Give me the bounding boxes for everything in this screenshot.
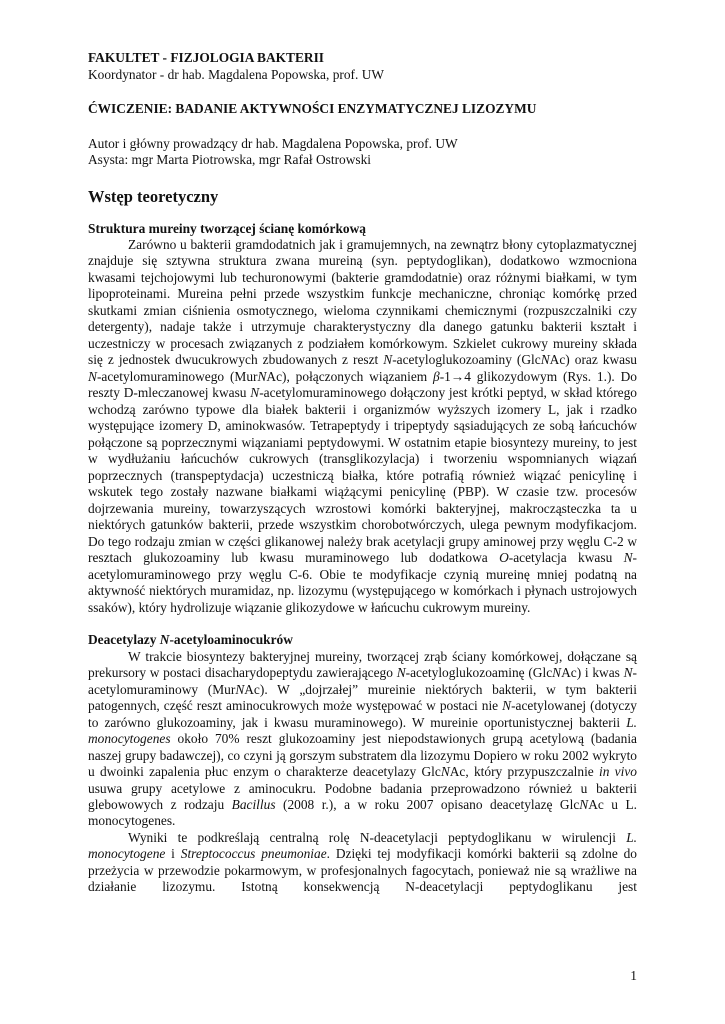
exercise-title: ĆWICZENIE: BADANIE AKTYWNOŚCI ENZYMATYCZNEJ LIZOZYMU <box>88 101 537 116</box>
subsection-heading-deacetylases: Deacetylazy N-acetyloaminocukrów <box>88 632 293 648</box>
paragraph-deacetylases-2: Wyniki te podkreślają centralną rolę N-deacetylacji peptydoglikanu w wirulencji L. monocytogene i Streptococcus pneumoniae. Dzięki tej modyfikacji komórki bakterii są zdolne do przeżycia w przewodzie pokarmowym, w profesjonalnych fagocytach, ponieważ nie są wrażliwe na działanie lizozymu. Istotną konsekwencją N-deacetylacji peptydoglikanu jest <box>88 829 637 895</box>
page-number: 1 <box>630 968 637 983</box>
coordinator-line: Koordynator - dr hab. Magdalena Popowska, prof. UW <box>88 66 385 82</box>
assistants-line: Asysta: mgr Marta Piotrowska, mgr Rafał Ostrowski <box>88 152 372 167</box>
paragraph-murein-structure: Zarówno u bakterii gramdodatnich jak i gramujemnych, na zewnątrz błony cytoplazmatycznej znajduje się sztywna struktura zwana mureiną (syn. peptydoglikan), dodatkowo wzmocniona kwasami tejchojowymi lub techuronowymi (bakterie gramdodatnie) oraz różnymi białkami, w tym lipoproteinami. Mureina pełni przede wszystkim funkcje mechaniczne, chroniąc komórkę przed skutkami zmian ciśnienia osmotycznego, wieloma czynnikami chemicznymi (rozpuszczalniki czy detergenty), nadaje także i utrzymuje charakterystyczny dla danego gatunku bakterii kształt i uczestniczy w procesach związanych z podziałem komórkowym. Szkielet cukrowy mureiny składa się z jednostek dwucukrowych zbudowanych z reszt N-acetyloglukozoaminy (GlcNAc) oraz kwasu N-acetylomuraminowego (MurNAc), połączonych wiązaniem β-1→4 glikozydowym (Rys. 1.). Do reszty D-mleczanowej kwasu N-acetylomuraminowego dołączony jest krótki peptyd, w skład którego wchodzą zarówno typowe dla białek bakterii i organizmów wyższych izomery L, jak i rzadko występujące izomery D, aminokwasów. Tetrapeptydy i tripeptydy sąsiadujących ze sobą łańcuchów połączone są poprzecznymi wiązaniami peptydowymi. W ostatnim etapie biosyntezy mureiny, to jest w wydłużaniu łańcuchów cukrowych (transglikozylacja) i tworzeniu wspomnianych wiązań poprzecznych (transpeptydacja) uczestniczą białka, które potrafią również wiązać penicylinę i wskutek tego zostały nazwane białkami wiążącymi penicylinę (PBP). W czasie tzw. procesów dojrzewania mureiny, towarzyszących wzrostowi komórki bakteryjnej, makrocząsteczka ta u niektórych gatunków bakterii, przede wszystkim chorobotwórczych, ulega pewnym modyfikacjom. Do tego rodzaju zmian w części glikanowej należy brak acetylacji grupy aminowej przy węglu C-2 w resztach glukozoaminy lub kwasu muraminowego lub dodatkowa O-acetylacja kwasu N-acetylomuraminowego przy węglu C-6. Obie te modyfikacje czynią mureinę mniej podatną na aktywność niektórych muramidaz, np. lizozymu (występującego w komórkach i płynach ustrojowych ssaków), który hydrolizuje wiązanie glikozydowe w łańcuchu cukrowym mureiny. <box>88 237 638 615</box>
paragraph-deacetylases-1: W trakcie biosyntezy bakteryjnej mureiny, tworzącej zrąb ściany komórkowej, dołączane są prekursory w postaci disacharydopeptydu zawierającego N-acetyloglukozoaminę (GlcNAc) i kwas N-acetylomuraminowy (MurNAc). W „dojrzałej” mureinie niektórych bakterii, w tym bakterii patogennych, część reszt aminocukrowych może występować w postaci nie N-acetylowanej (dotyczy to zarówno glukozoaminy, jak i kwasu muraminowego). W mureinie oportunistycznej bakterii L. monocytogenes około 70% reszt glukozoaminy jest niepodstawionych grupą acetylową (badania naszej grupy badawczej), co czyni ją gorszym substratem dla lizozymu Dopiero w roku 2002 wykryto u dwoinki zapalenia płuc enzym o charakterze deacetylazy GlcNAc, który przypuszczalnie in vivo usuwa grupy acetylowe z aminocukru. Podobne badania przeprowadzono również u bakterii glebowowych z rodzaju Bacillus (2008 r.), a w roku 2007 opisano deacetylazę GlcNAc u L. monocytogenes. <box>88 648 638 829</box>
section-title: Wstęp teoretyczny <box>88 186 219 206</box>
faculty-title: FAKULTET - FIZJOLOGIA BAKTERII <box>88 50 325 65</box>
subsection-heading-murein: Struktura mureiny tworzącej ścianę komórkową <box>88 220 366 236</box>
author-line: Autor i główny prowadzący dr hab. Magdalena Popowska, prof. UW <box>88 135 458 151</box>
